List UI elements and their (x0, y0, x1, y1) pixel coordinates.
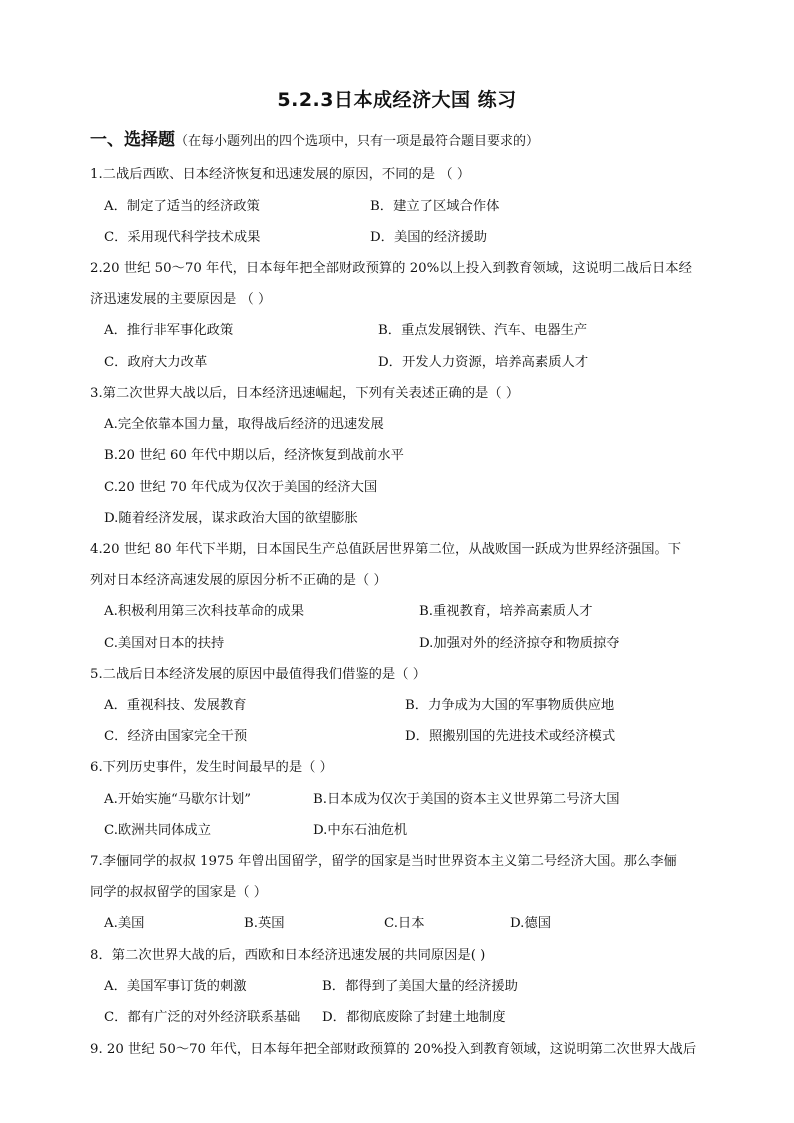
q8-option-c: C．都有广泛的对外经济联系基础 (104, 1010, 301, 1025)
section-note: （在每小题列出的四个选项中，只有一项是最符合题目要求的） (175, 134, 540, 149)
q8-option-d: D．都彻底废除了封建土地制度 (322, 1010, 506, 1025)
q1-option-c: C．采用现代科学技术成果 (104, 230, 261, 245)
q7-option-c: C.日本 (384, 916, 425, 931)
q1-option-d: D．美国的经济援助 (370, 230, 488, 245)
q5-option-a: A．重视科技、发展教育 (104, 698, 247, 713)
q7-option-d: D.德国 (510, 916, 552, 931)
q9-stem: 9. 20 世纪 50～70 年代，日本每年把全部财政预算的 20%投入到教育领域，这说明第二次世界大战后 (90, 1042, 697, 1057)
q5-option-b: B．力争成为大国的军事物质供应地 (405, 698, 615, 713)
q4-stem-line1: 4.20 世纪 80 年代下半期，日本国民生产总值跃居世界第二位，从战败国一跃成为世界经济强国。下 (90, 542, 682, 557)
q1-option-b: B．建立了区域合作体 (370, 199, 500, 214)
q3-stem: 3.第二次世界大战以后，日本经济迅速崛起，下列有关表述正确的是（ ） (90, 386, 520, 401)
q8-option-b: B．都得到了美国大量的经济援助 (322, 979, 518, 994)
q2-stem-line2: 济迅速发展的主要原因是 （ ） (90, 292, 272, 307)
q4-option-b: B.重视教育，培养高素质人才 (419, 604, 593, 619)
q4-option-a: A.积极利用第三次科技革命的成果 (104, 604, 304, 619)
q4-stem-line2: 列对日本经济高速发展的原因分析不正确的是（ ） (90, 573, 387, 588)
q7-stem-line1: 7.李俪同学的叔叔 1975 年曾出国留学，留学的国家是当时世界资本主义第二号经济大国。那么李俪 (90, 854, 677, 869)
q2-stem-line1: 2.20 世纪 50～70 年代，日本每年把全部财政预算的 20%以上投入到教育领域，这说明二战后日本经 (90, 261, 692, 276)
q7-option-a: A.美国 (104, 916, 145, 931)
q7-stem-line2: 同学的叔叔留学的国家是（ ） (90, 885, 268, 900)
q8-stem: 8．第二次世界大战的后，西欧和日本经济迅速发展的共同原因是( ) (90, 948, 486, 963)
q3-option-b: B.20 世纪 60 年代中期以后，经济恢复到战前水平 (104, 448, 404, 463)
q2-option-a: A．推行非军事化政策 (104, 323, 234, 338)
q1-option-a: A．制定了适当的经济政策 (104, 199, 260, 214)
q7-option-b: B.英国 (244, 916, 285, 931)
q3-option-a: A.完全依靠本国力量，取得战后经济的迅速发展 (104, 417, 384, 432)
q8-option-a: A．美国军事订货的刺激 (104, 979, 247, 994)
q4-option-d: D.加强对外的经济掠夺和物质掠夺 (419, 636, 620, 651)
q5-option-c: C．经济由国家完全干预 (104, 729, 248, 744)
q6-option-c: C.欧洲共同体成立 (104, 823, 212, 838)
q5-stem: 5.二战后日本经济发展的原因中最值得我们借鉴的是（ ） (90, 667, 427, 682)
page-title: 5.2.3日本成经济大国 练习 (277, 89, 517, 111)
q3-option-c: C.20 世纪 70 年代成为仅次于美国的经济大国 (104, 480, 378, 495)
q6-option-d: D.中东石油危机 (313, 823, 408, 838)
section-title: 一、选择题 (90, 130, 175, 150)
q2-option-b: B．重点发展钢铁、汽车、电器生产 (378, 323, 588, 338)
q2-option-c: C．政府大力改革 (104, 355, 208, 370)
q6-stem: 6.下列历史事件，发生时间最早的是（ ） (90, 760, 333, 775)
q6-option-b: B.日本成为仅次于美国的资本主义世界第二号济大国 (313, 792, 620, 807)
q4-option-c: C.美国对日本的扶持 (104, 636, 225, 651)
q5-option-d: D．照搬别国的先进技术或经济模式 (405, 729, 616, 744)
section-heading (90, 125, 539, 150)
q2-option-d: D．开发人力资源，培养高素质人才 (378, 355, 589, 370)
q1-stem: 1.二战后西欧、日本经济恢复和迅速发展的原因，不同的是 （ ） (90, 167, 471, 182)
q6-option-a: A.开始实施“马歇尔计划” (104, 792, 252, 807)
q3-option-d: D.随着经济发展，谋求政治大国的欲望膨胀 (104, 511, 358, 526)
